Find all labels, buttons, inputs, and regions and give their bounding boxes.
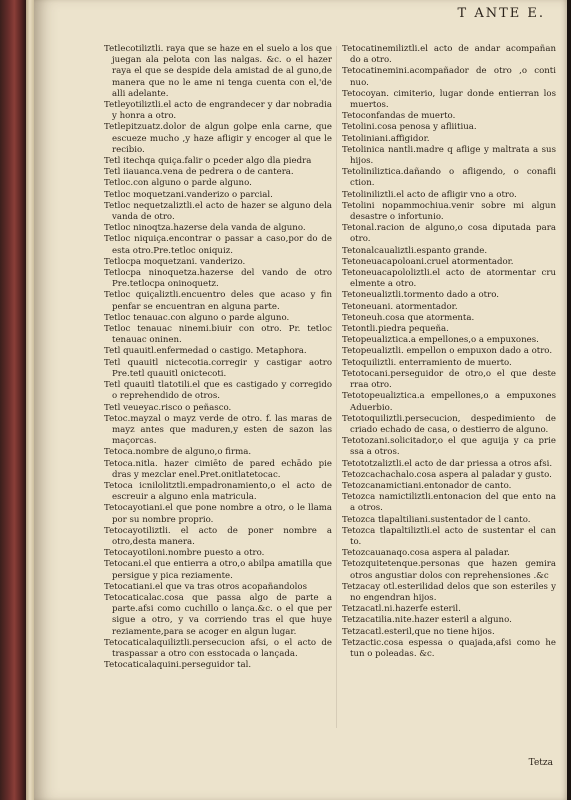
dictionary-entry: Tetoca icnilolitztli.empadronamiento,o el acto de escreuir a alguno enla matricula. [104, 480, 332, 503]
dictionary-entry: Tetleyotiliztli.el acto de engrandecer y dar nobradia y honra a otro. [104, 100, 332, 122]
dictionary-entry: Tetl veueyac.risco o peñasco. [104, 402, 232, 413]
dictionary-entry: Tetl iiauanca.vena de pedrera o de cantera. [104, 167, 294, 178]
dictionary-entry: Tetototzaliztli.el acto de dar priessa a otros afsi. [342, 458, 553, 469]
dictionary-entry: Tetocayotiani.el que pone nombre a otro, o le llama por su nombre proprio. [104, 503, 332, 525]
catchword: Tetza [528, 758, 553, 768]
right-column [342, 44, 556, 660]
page-edges [26, 0, 34, 800]
column-divider [336, 46, 337, 728]
dictionary-entry: Tetotozani.solicitador,o el que aguija y ca prie ssa a otros. [342, 436, 556, 458]
dictionary-entry: Tetocayotiliztli. el acto de poner nombre a otro,desta manera. [104, 525, 332, 547]
left-column [104, 44, 332, 671]
dictionary-entry: Tetocaticalaquiliztli.persecucion afsi, o el acto de traspassar a otro con esstocada o lançada. [104, 637, 332, 659]
dictionary-entry: Tetozca namictiliztli.entonacion del que ento na a otros. [342, 492, 556, 514]
dictionary-entry: Tetocatiani.el que va tras otros acopañandolos [104, 581, 307, 592]
dictionary-entry: Tetlocpa moquetzani. vanderizo. [104, 256, 246, 267]
dictionary-entry: Tetonalcaualiztli.espanto grande. [342, 245, 488, 256]
dictionary-entry: Tetoca.nombre de alguno,o firma. [104, 447, 252, 458]
running-header: T ANTE E. [457, 6, 545, 21]
dictionary-entry: Tetl itechqa quiça.falir o pceder algo dla piedra [104, 156, 312, 167]
dictionary-entry: Tetotopeualiztica.a empellones,o a empuxones Aduerbio. [342, 391, 556, 413]
dictionary-entry: Tetoc.mayzal o mayz verde de otro. f. las maras de mayz antes que maduren,y esten de sazon las maçorcas. [104, 413, 332, 447]
dictionary-entry: Tetoneuacapololiztli.el acto de atormentar cru elmente a otro. [342, 268, 556, 290]
dictionary-entry: Tetlecotiliztli. raya que se haze en el suelo a los que juegan ala pelota con las nalgas. &c. o el hazer raya el que se despide dela amistad de al guno,de manera que no le ame ni tenga cuenta con el,'de alli adelante. [104, 44, 332, 99]
dictionary-entry: Tetozca tlapaltiliztli.el acto de sustentar el can to. [342, 525, 556, 547]
dictionary-entry: Tetotocani.perseguidor de otro,o el que deste rraa otro. [342, 368, 556, 391]
dictionary-entry: Tetozcanamictiani.entonador de canto. [342, 480, 512, 491]
dictionary-entry: Tetloc tenauac ninemi.biuir con otro. Pr. tetloc tenauac oninen. [104, 324, 332, 346]
dictionary-entry: Tetoliniani.affigidor. [342, 133, 430, 144]
dictionary-entry: Tetocaticalac.cosa que passa algo de parte a parte.afsi como cuchillo o lança.&c. o el que per sigue a otro, y va corriendo tras el que huye reziamente,para se acoger en algun lugar. [104, 592, 332, 637]
dictionary-entry: Tetzacatl.ni.hazerfe esteril. [342, 604, 461, 615]
dictionary-entry: Tetopeualiztli. empellon o empuxon dado a otro. [342, 346, 553, 357]
dictionary-entry: Tetocayotiloni.nombre puesto a otro. [104, 548, 265, 559]
dictionary-entry: Tetzacatilia.nite.hazer esteril a alguno. [342, 615, 512, 626]
dictionary-entry: Tetoliniliztli.el acto de afligir vno a otro. [342, 189, 517, 200]
dictionary-entry: Tetloc tenauac.con alguno o parde alguno. [104, 312, 290, 323]
dictionary-entry: Tetolini nopammochiua.venir sobre mi algun desastre o infortunio. [342, 200, 556, 223]
dictionary-entry: Tetoconfandas de muerto. [342, 111, 456, 122]
dictionary-entry: Tetozca tlapaltiliani.sustentador de l canto. [342, 514, 531, 525]
dictionary-entry: Tetloc quiçaliztli.encuentro deles que acaso y fin penfar se encuentran en alguna parte. [104, 290, 332, 312]
dictionary-entry: Tetozcauanaqo.cosa aspera al paladar. [342, 548, 510, 559]
dictionary-entry: Tetloc ninoqtza.hazerse dela vanda de alguno. [104, 223, 306, 234]
dictionary-entry: Tetzacay otl.esterilidad delos que son esteriles y no engendran hijos. [342, 581, 556, 603]
dictionary-entry: Tetlocpa ninoquetza.hazerse del vando de otro Pre.tetlocpa oninoquetz. [104, 268, 332, 290]
dictionary-entry: Tetolini.cosa penosa y afliitiua. [342, 122, 477, 133]
dictionary-entry: Tetloc.con alguno o parde alguno. [104, 178, 252, 189]
dictionary-entry: Tetolinica nantli.madre q aflige y maltrata a sus hijos. [342, 144, 556, 167]
dictionary-entry: Tetloc niquiça.encontrar o passar a caso,por do de esta otro.Pre.tetloc oniquiz. [104, 234, 332, 256]
dictionary-entry: Tetoquiliztli. enterramiento de muerto. [342, 357, 512, 368]
dictionary-entry: Tetl quauitl tlatotili.el que es castigado y corregido o reprehendido de otros. [104, 380, 332, 402]
dictionary-entry: Tetocatinemini.acompañador de otro ,o conti nuo. [342, 66, 556, 88]
dictionary-entry: Tetzacatl.esteril,que no tiene hijos. [342, 626, 495, 637]
dictionary-entry: Tetocaticalaquini.perseguidor tal. [104, 660, 252, 671]
dictionary-entry: Tetoneuh.cosa que atormenta. [342, 312, 475, 323]
dictionary-entry: Tetlepitzuatz.dolor de algun golpe enla carne, que escueze mucho ,y haze afligir y encoger al que le recibio. [104, 122, 332, 155]
dictionary-entry: Tetozquitetenque.personas que hazen gemira otros angustiar dolos con reprehensiones .&c [342, 559, 556, 581]
dictionary-entry: Tetozcachachalo.cosa aspera al paladar y gusto. [342, 469, 552, 480]
dictionary-entry: Tetocani.el que entierra a otro,o abilpa amatilla que persigue y pica reziamente. [104, 559, 332, 581]
dictionary-entry: Tetoneualiztli.tormento dado a otro. [342, 290, 500, 301]
dictionary-entry: Tetoca.nitla. hazer cimiēto de pared echādo pie dras y mezclar enel.Pret.onitlatetocac. [104, 458, 332, 480]
book-binding [0, 0, 26, 800]
dictionary-entry: Tetloc nequetzaliztli.el acto de hazer se alguno dela vanda de otro. [104, 200, 332, 223]
dictionary-entry: Tetocatinemiliztli.el acto de andar acompañan do a otro. [342, 44, 556, 66]
dictionary-entry: Tetotoquiliztli.persecucion, despedimiento de criado echado de casa, o destierro de alguno. [342, 413, 556, 435]
dictionary-entry: Tetopeualiztica.a empellones,o a empuxones. [342, 335, 539, 346]
dictionary-entry: Tetoliniliztica.dañando o afligendo, o conafli ction. [342, 167, 556, 189]
dictionary-entry: Tetloc moquetzani.vanderizo o parcial. [104, 189, 273, 200]
dictionary-entry: Tetontli.piedra pequeña. [342, 324, 449, 335]
dictionary-entry: Tetl quauitl nictecotia.corregir y castigar aotro Pre.tetl quauitl onictecoti. [104, 357, 332, 379]
dictionary-entry: Tetoneuacapoloani.cruel atormentador. [342, 256, 514, 267]
dictionary-entry: Tetl quauitl.enfermedad o castigo. Metaphora. [104, 346, 307, 357]
dictionary-entry: Tetzactic.cosa espessa o quajada,afsi como he tun o poleadas. &c. [342, 637, 556, 659]
dictionary-entry: Tetonal.racion de alguno,o cosa diputada para otro. [342, 223, 556, 245]
dictionary-entry: Tetocoyan. cimiterio, lugar donde entierran los muertos. [342, 88, 556, 111]
dictionary-entry: Tetoneuani. atormentador. [342, 301, 458, 312]
